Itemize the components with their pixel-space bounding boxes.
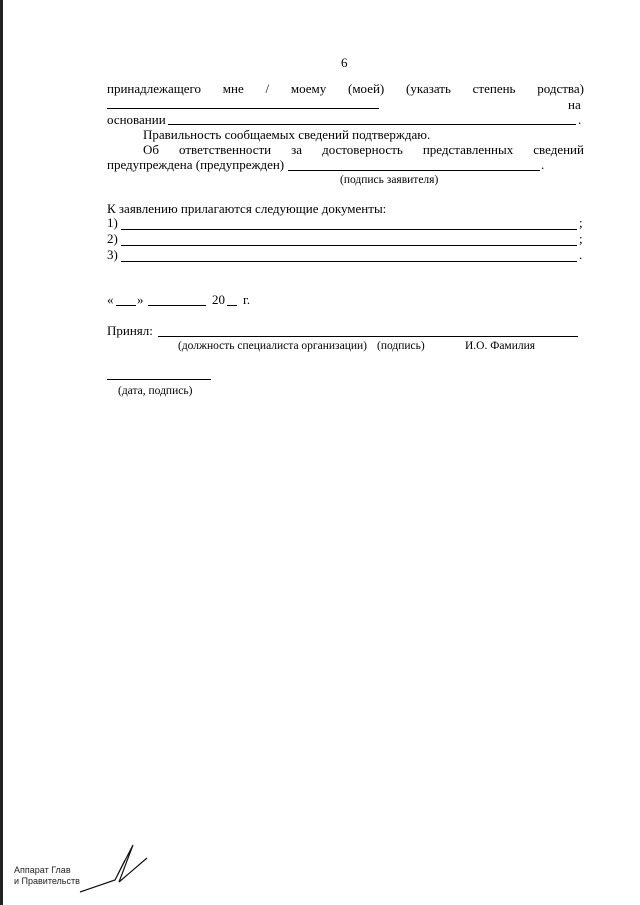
name-caption: И.О. Фамилия (465, 340, 536, 352)
word: за (291, 142, 303, 157)
attachment-end: ; (579, 231, 583, 246)
period: . (578, 112, 582, 127)
sign-caption: (подпись) (377, 340, 425, 352)
accepted-label: Принял: (107, 323, 153, 338)
date-close-quote: » (137, 292, 144, 307)
attachments-heading: К заявлению прилагаются следующие документы: (107, 201, 387, 216)
date-signature-blank (107, 379, 211, 380)
word: мне (222, 81, 244, 96)
attachment-number: 2) (107, 231, 118, 246)
attachment-blank (121, 261, 577, 262)
accepted-blank (158, 336, 578, 337)
confirm-text: Правильность сообщаемых сведений подтверждаю. (143, 127, 431, 142)
date-signature-caption: (дата, подпись) (118, 385, 193, 397)
word: моему (290, 81, 327, 96)
attachment-end: . (579, 247, 583, 262)
attachment-number: 1) (107, 215, 118, 230)
word: представленных (422, 142, 514, 157)
word: сведений (533, 142, 584, 157)
word: / (265, 81, 270, 96)
warned-text: предупреждена (предупрежден) (107, 157, 285, 172)
word: Об (143, 142, 160, 157)
scan-edge (0, 0, 3, 905)
word: ответственности (179, 142, 272, 157)
year-blank (227, 305, 237, 306)
page-number: 6 (341, 55, 348, 70)
signature-caption: (подпись заявителя) (340, 174, 439, 186)
stamp-line: Аппарат Глав (14, 865, 71, 875)
period: . (541, 157, 545, 172)
word: принадлежащего (107, 81, 202, 96)
word: (моей) (347, 81, 385, 96)
day-blank (116, 305, 136, 306)
word: степень (472, 81, 516, 96)
date-open-quote: « (107, 292, 114, 307)
basis-label: основании (107, 112, 166, 127)
attachment-end: ; (579, 215, 583, 230)
word: (указать (406, 81, 451, 96)
relation-blank (107, 108, 379, 109)
handwritten-signature (75, 840, 155, 900)
paragraph-line-1 (107, 81, 584, 96)
year-prefix: 20 (212, 292, 225, 307)
month-blank (148, 305, 206, 306)
responsibility-line (143, 142, 584, 157)
word: родства) (537, 81, 584, 96)
stamp (14, 865, 80, 887)
position-caption: (должность специалиста организации) (178, 340, 367, 352)
applicant-signature-blank (288, 170, 540, 171)
attachment-number: 3) (107, 247, 118, 262)
stamp-line: и Правительств (14, 876, 80, 886)
attachment-blank (121, 245, 577, 246)
year-suffix: г. (243, 292, 251, 307)
basis-blank (168, 124, 576, 125)
attachment-blank (121, 229, 577, 230)
word: достоверность (322, 142, 403, 157)
word-na: на (568, 97, 581, 112)
